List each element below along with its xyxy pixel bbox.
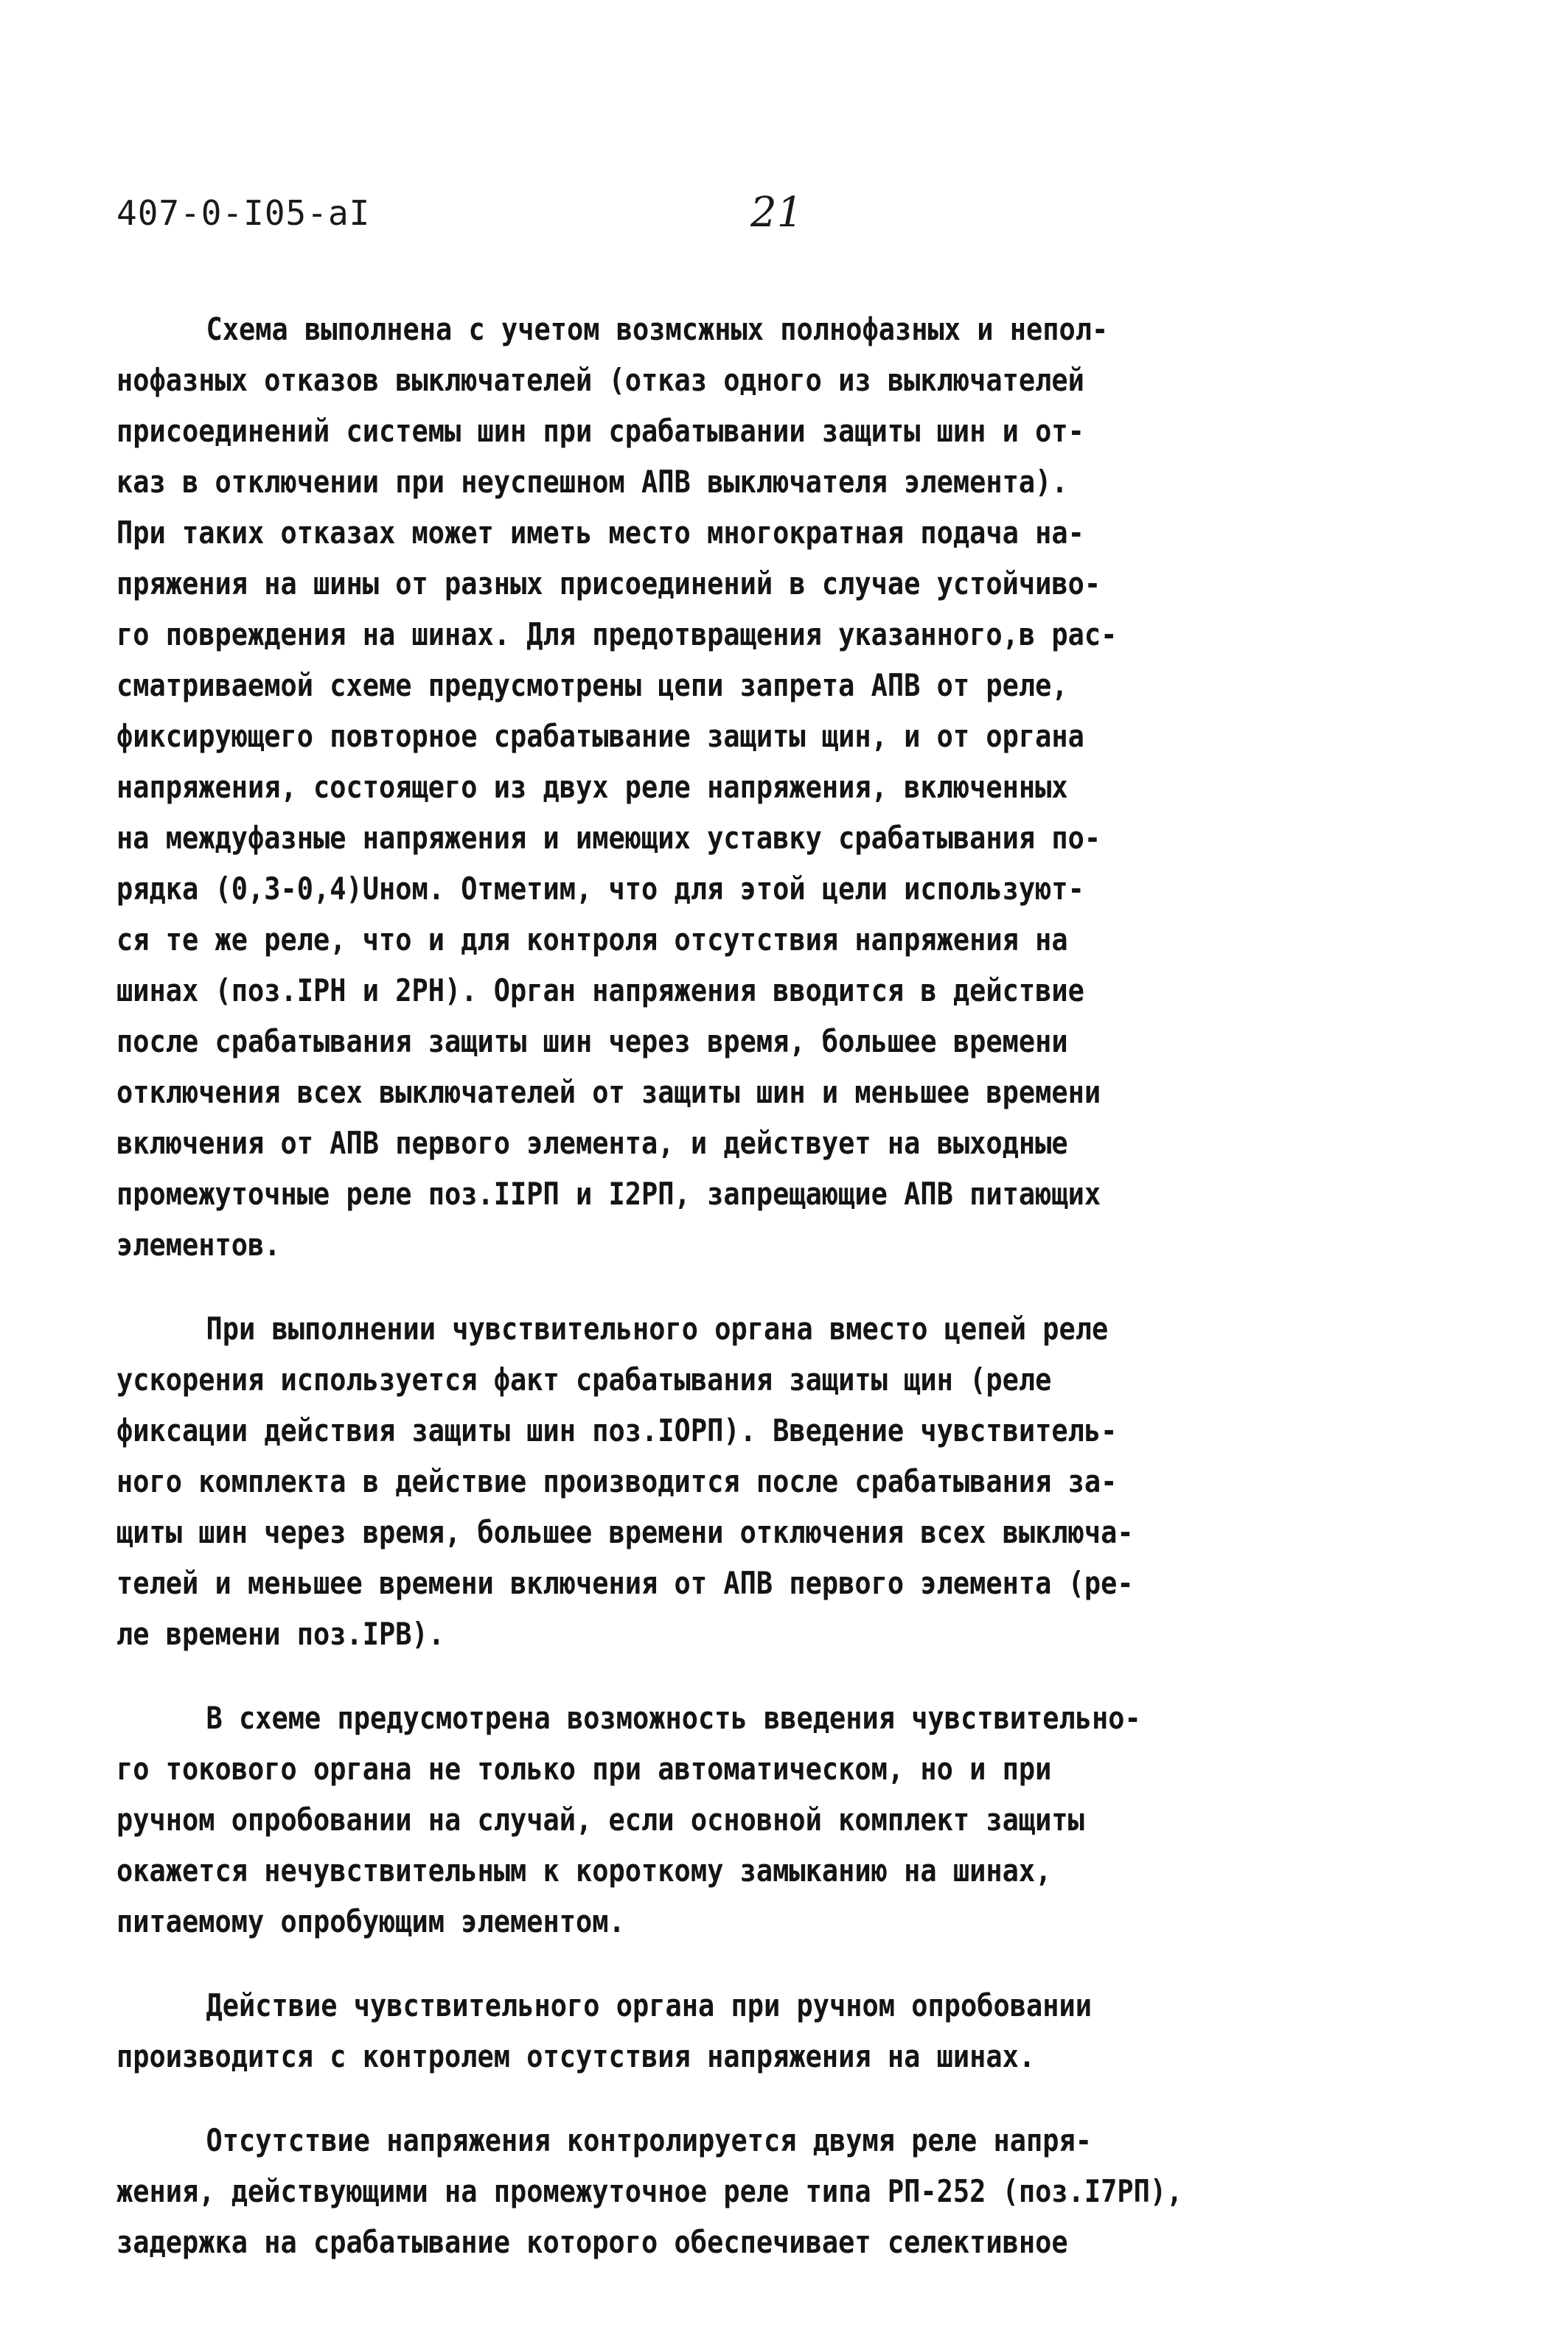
paragraph <box>116 1980 1399 2082</box>
text-line: Действие чувствительного органа при ручном опробовании <box>206 1987 1093 2023</box>
text-line: При таких отказах может иметь место многократная подача на- <box>116 515 1084 551</box>
text-line: ся те же реле, что и для контроля отсутствия напряжения на <box>116 921 1068 958</box>
text-line: задержка на срабатывание которого обеспечивает селективное <box>116 2224 1068 2260</box>
page-number: 21 <box>750 189 804 237</box>
page-header <box>116 189 1443 252</box>
paragraph <box>116 1692 1399 1947</box>
text-line: ручном опробовании на случай, если основной комплект защиты <box>116 1802 1084 1838</box>
text-line: рядка (0,3-0,4)Uном. Отметим, что для этой цели используют- <box>116 871 1084 907</box>
text-line: сматриваемой схеме предусмотрены цепи запрета АПВ от реле, <box>116 667 1068 703</box>
text-line: каз в отключении при неуспешном АПВ выключателя элемента). <box>116 464 1068 500</box>
paragraph <box>116 1303 1399 1659</box>
text-line: щиты шин через время, большее времени отключения всех выключа- <box>116 1514 1134 1550</box>
text-line: При выполнении чувствительного органа вместо цепей реле <box>206 1311 1109 1347</box>
text-line: питаемому опробующим элементом. <box>116 1903 625 1939</box>
text-line: го повреждения на шинах. Для предотвращения указанного,в рас- <box>116 616 1118 652</box>
paragraph <box>116 304 1399 1270</box>
text-line: элементов. <box>116 1227 281 1263</box>
text-line: после срабатывания защиты шин через время, большее времени <box>116 1023 1068 1059</box>
paragraph <box>116 2115 1399 2267</box>
text-line: нофазных отказов выключателей (отказ одного из выключателей <box>116 362 1084 398</box>
text-line: на междуфазные напряжения и имеющих уставку срабатывания по- <box>116 820 1101 856</box>
text-line: фиксации действия защиты шин поз.IOPП). Введение чувствитель- <box>116 1412 1118 1448</box>
document-code: 407-0-I05-aI <box>116 193 371 233</box>
text-line: В схеме предусмотрена возможность введения чувствительно- <box>206 1700 1141 1736</box>
text-line: окажется нечувствительным к короткому замыканию на шинах, <box>116 1852 1052 1889</box>
text-line: телей и меньшее времени включения от АПВ первого элемента (ре- <box>116 1565 1134 1601</box>
text-line: включения от АПВ первого элемента, и действует на выходные <box>116 1125 1068 1161</box>
body-text <box>116 304 1399 2301</box>
text-line: отключения всех выключателей от защиты шин и меньшее времени <box>116 1074 1101 1110</box>
text-line: ле времени поз.IPB). <box>116 1616 445 1652</box>
text-line: напряжения, состоящего из двух реле напряжения, включенных <box>116 769 1068 805</box>
text-line: ного комплекта в действие производится после срабатывания за- <box>116 1463 1118 1499</box>
text-line: присоединений системы шин при срабатывании защиты шин и от- <box>116 413 1084 449</box>
text-line: Отсутствие напряжения контролируется двумя реле напря- <box>206 2122 1093 2158</box>
text-line: фиксирующего повторное срабатывание защиты щин, и от органа <box>116 718 1084 754</box>
text-line: го токового органа не только при автоматическом, но и при <box>116 1751 1052 1787</box>
text-line: пряжения на шины от разных присоединений в случае устойчиво- <box>116 565 1101 602</box>
text-line: жения, действующими на промежуточное реле типа РП-252 (поз.I7PП), <box>116 2173 1183 2209</box>
text-line: Схема выполнена с учетом возмсжных полнофазных и непол- <box>206 311 1109 347</box>
text-line: шинах (поз.IPH и 2PH). Орган напряжения вводится в действие <box>116 972 1084 1008</box>
text-line: промежуточные реле поз.IIPП и I2PП, запрещающие АПВ питающих <box>116 1176 1101 1212</box>
text-line: ускорения используется факт срабатывания защиты щин (реле <box>116 1361 1052 1398</box>
text-line: производится с контролем отсутствия напряжения на шинах. <box>116 2038 1036 2074</box>
